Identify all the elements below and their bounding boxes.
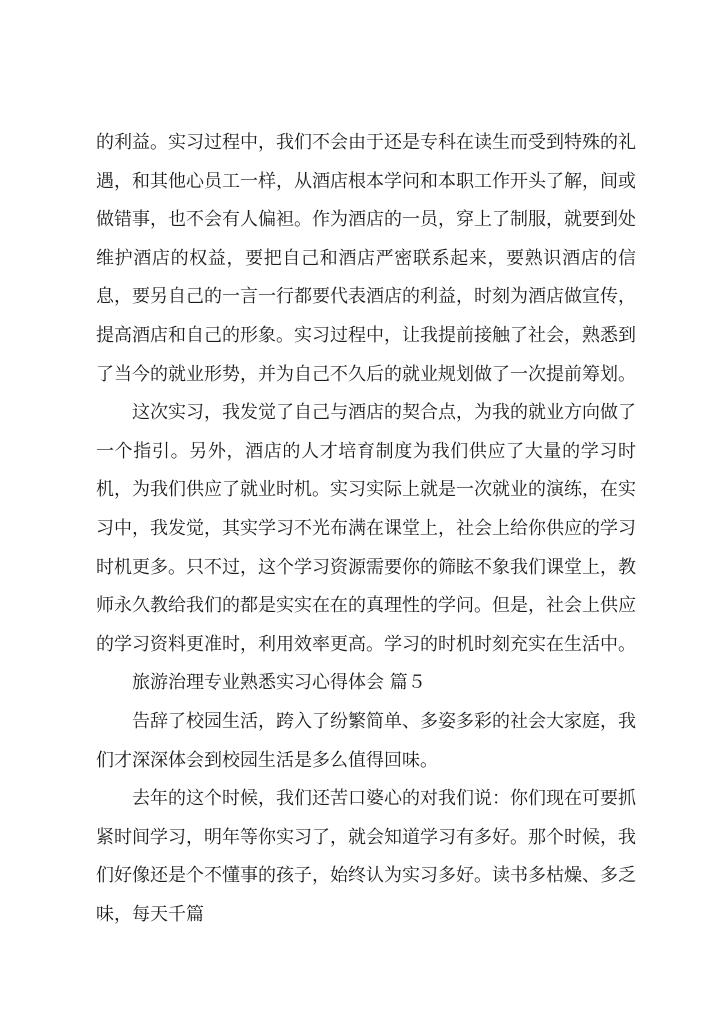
paragraph-4: 去年的这个时候，我们还苦口婆心的对我们说：你们现在可要抓紧时间学习，明年等你实习了，就会知道学习有多好。那个时候，我们好像还是个不懂事的孩子，始终认为实习多好。读书多枯燥、多乏味，每天千篇 bbox=[96, 788, 636, 925]
paragraph-1: 的利益。实习过程中，我们不会由于还是专科在读生而受到特殊的礼遇，和其他心员工一样，从酒店根本学问和本职工作开头了解，间或做错事，也不会有人偏袒。作为酒店的一员，穿上了制服，就要到处维护酒店的权益，要把自己和酒店严密联系起来，要熟识酒店的信息，要另自己的一言一行都要代表酒店的利益，时刻为酒店做宣传，提高酒店和自己的形象。实习过程中，让我提前接触了社会，熟悉到了当今的就业形势，并为自己不久后的就业规划做了一次提前筹划。 bbox=[96, 132, 636, 385]
paragraph-2: 这次实习，我发觉了自己与酒店的契合点，为我的就业方向做了一个指引。另外，酒店的人才培育制度为我们供应了大量的学习时机，为我们供应了就业时机。实习实际上就是一次就业的演练，在实习中，我发觉，其实学习不光布满在课堂上，社会上给你供应的学习时机更多。只不过，这个学习资源需要你的筛眩不象我们课堂上，教师永久教给我们的都是实实在在的真理性的学问。但是，社会上供应的学习资料更准时，利用效率更高。学习的时机时刻充实在生活中。 bbox=[96, 402, 636, 655]
paragraph-3: 告辞了校园生活，跨入了纷繁简单、多姿多彩的社会大家庭，我们才深深体会到校园生活是多么值得回味。 bbox=[96, 710, 636, 771]
section-heading: 旅游治理专业熟悉实习心得体会 篇５ bbox=[132, 672, 426, 694]
document-body bbox=[96, 124, 636, 934]
